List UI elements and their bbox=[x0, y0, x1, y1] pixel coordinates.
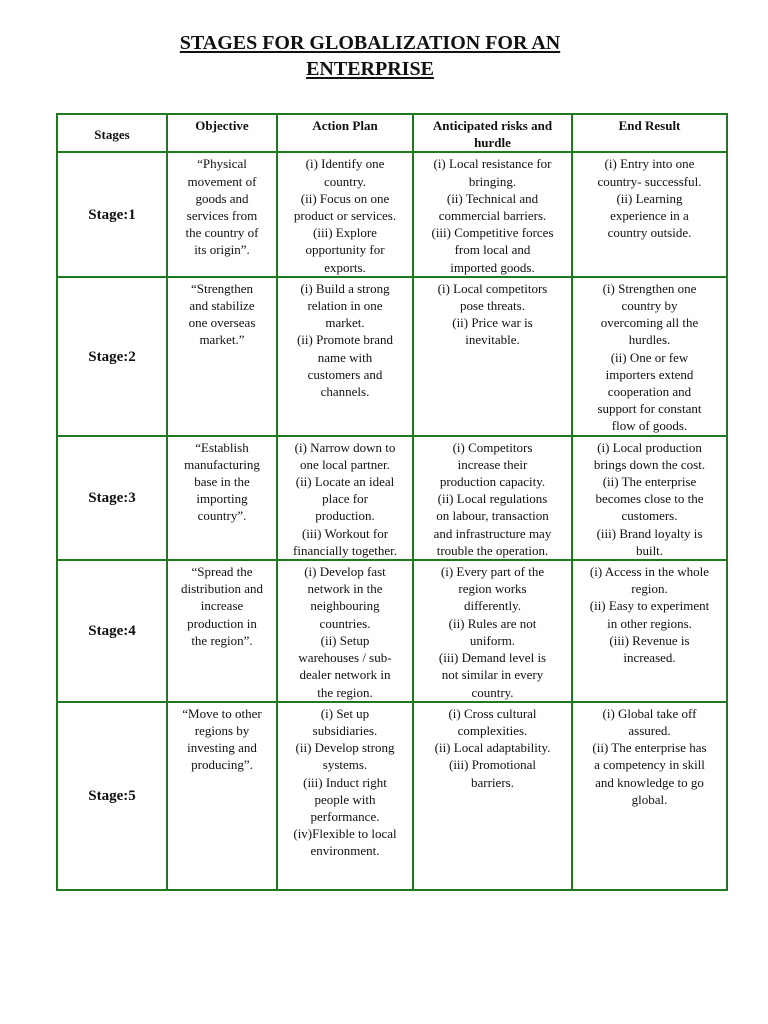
action-plan-cell bbox=[277, 702, 413, 890]
table-row bbox=[57, 560, 727, 702]
cell-text-line: (i) Local resistance for bbox=[433, 156, 552, 172]
cell-text-line: customers and bbox=[307, 366, 383, 382]
cell-text-line: flow of goods. bbox=[611, 418, 688, 434]
cell-text-line: (i) Global take off bbox=[602, 705, 697, 721]
cell-text-line: (i) Entry into one bbox=[604, 156, 695, 172]
cell-text-line: inevitable. bbox=[465, 332, 520, 348]
cell-text-line: producing”. bbox=[191, 757, 253, 773]
cell-text-line: from local and bbox=[454, 242, 531, 258]
cell-text-line: bringing. bbox=[468, 173, 517, 189]
cell-text-line: channels. bbox=[320, 384, 370, 400]
risks-cell bbox=[413, 702, 572, 890]
header-end-result: End Result bbox=[572, 114, 727, 152]
cell-text-line: dealer network in bbox=[299, 667, 391, 683]
cell-text-line: (i) Every part of the bbox=[440, 564, 545, 580]
cell-text-line: relation in one bbox=[307, 298, 383, 314]
stage-label: Stage:2 bbox=[57, 277, 167, 436]
cell-text-line: country- successful. bbox=[597, 173, 702, 189]
cell-text-line: the region. bbox=[317, 684, 373, 700]
cell-text-line: (iii) Induct right bbox=[303, 774, 387, 790]
risks-cell bbox=[413, 277, 572, 436]
cell-text-line: (ii) Rules are not bbox=[448, 615, 537, 631]
risks-cell bbox=[413, 152, 572, 276]
cell-text-line: (ii) Easy to experiment bbox=[589, 598, 710, 614]
end-result-cell bbox=[572, 277, 727, 436]
cell-text-line: investing and bbox=[187, 740, 257, 756]
cell-text-line: (ii) Develop strong bbox=[295, 740, 395, 756]
action-plan-cell bbox=[277, 560, 413, 702]
cell-text-line: the region”. bbox=[191, 632, 253, 648]
cell-text-line: (i) Identify one bbox=[305, 156, 385, 172]
cell-text-line: (i) Competitors bbox=[452, 439, 533, 455]
objective-cell bbox=[167, 702, 277, 890]
cell-text-line: becomes close to the bbox=[595, 491, 704, 507]
cell-text-line: importers extend bbox=[605, 366, 694, 382]
cell-text-line: “Establish bbox=[195, 439, 249, 455]
cell-text-line: market. bbox=[325, 315, 365, 331]
cell-text-line: and stabilize bbox=[189, 298, 255, 314]
cell-text-line: increase bbox=[200, 598, 244, 614]
cell-text-line: (ii) Local adaptability. bbox=[434, 740, 551, 756]
cell-text-line: (i) Strengthen one bbox=[602, 280, 697, 296]
cell-text-line: increase their bbox=[457, 456, 528, 472]
cell-text-line: the country of bbox=[185, 225, 259, 241]
cell-text-line: overcoming all the bbox=[600, 315, 699, 331]
cell-text-line: and knowledge to go bbox=[595, 774, 704, 790]
header-risks: Anticipated risks and hurdle bbox=[413, 114, 572, 152]
objective-cell bbox=[167, 277, 277, 436]
cell-text-line: (iii) Promotional bbox=[448, 757, 537, 773]
cell-text-line: (i) Local production bbox=[597, 439, 702, 455]
cell-text-line: (i) Cross cultural bbox=[448, 705, 537, 721]
cell-text-line: region. bbox=[631, 581, 668, 597]
cell-text-line: network in the bbox=[307, 581, 383, 597]
header-action-plan: Action Plan bbox=[277, 114, 413, 152]
cell-text-line: product or services. bbox=[293, 208, 397, 224]
cell-text-line: imported goods. bbox=[450, 259, 535, 275]
cell-text-line: cooperation and bbox=[607, 384, 692, 400]
action-plan-cell bbox=[277, 152, 413, 276]
cell-text-line: support for constant bbox=[597, 401, 702, 417]
cell-text-line: on labour, transaction bbox=[436, 508, 549, 524]
cell-text-line: (ii) Technical and bbox=[446, 190, 539, 206]
cell-text-line: distribution and bbox=[181, 581, 263, 597]
cell-text-line: country”. bbox=[197, 508, 247, 524]
stage-label: Stage:5 bbox=[57, 702, 167, 890]
cell-text-line: global. bbox=[631, 791, 668, 807]
objective-cell bbox=[167, 560, 277, 702]
cell-text-line: countries. bbox=[319, 615, 371, 631]
cell-text-line: (ii) The enterprise bbox=[602, 474, 697, 490]
stages-table bbox=[56, 113, 728, 891]
cell-text-line: country. bbox=[471, 684, 514, 700]
cell-text-line: (iii) Explore bbox=[313, 225, 377, 241]
cell-text-line: “Strengthen bbox=[190, 280, 254, 296]
header-stages: Stages bbox=[57, 114, 167, 152]
cell-text-line: (iv)Flexible to local bbox=[293, 826, 397, 842]
cell-text-line: pose threats. bbox=[460, 298, 525, 314]
cell-text-line: (iii) Competitive forces bbox=[431, 225, 554, 241]
cell-text-line: environment. bbox=[310, 843, 380, 859]
cell-text-line: not similar in every bbox=[441, 667, 544, 683]
cell-text-line: (i) Set up bbox=[320, 705, 370, 721]
cell-text-line: performance. bbox=[310, 808, 380, 824]
cell-text-line: built. bbox=[635, 542, 664, 558]
cell-text-line: increased. bbox=[623, 650, 676, 666]
end-result-cell bbox=[572, 560, 727, 702]
cell-text-line: (iii) Brand loyalty is bbox=[596, 525, 703, 541]
cell-text-line: uniform. bbox=[469, 632, 516, 648]
cell-text-line: (iii) Workout for bbox=[301, 525, 389, 541]
cell-text-line: place for bbox=[322, 491, 368, 507]
title-line-1: STAGES FOR GLOBALIZATION FOR AN bbox=[179, 32, 561, 54]
cell-text-line: and infrastructure may bbox=[433, 525, 552, 541]
cell-text-line: (ii) Locate an ideal bbox=[295, 474, 395, 490]
cell-text-line: financially together. bbox=[293, 542, 397, 558]
end-result-cell bbox=[572, 702, 727, 890]
objective-cell bbox=[167, 152, 277, 276]
cell-text-line: “Physical bbox=[197, 156, 247, 172]
cell-text-line: (ii) Local regulations bbox=[437, 491, 548, 507]
table-row bbox=[57, 152, 727, 276]
cell-text-line: one overseas bbox=[188, 315, 256, 331]
cell-text-line: (i) Narrow down to bbox=[294, 439, 396, 455]
header-objective: Objective bbox=[167, 114, 277, 152]
cell-text-line: production. bbox=[315, 508, 375, 524]
cell-text-line: manufacturing bbox=[184, 456, 260, 472]
cell-text-line: differently. bbox=[463, 598, 522, 614]
cell-text-line: market.” bbox=[199, 332, 245, 348]
cell-text-line: country. bbox=[323, 173, 367, 189]
cell-text-line: subsidiaries. bbox=[312, 722, 378, 738]
cell-text-line: (iii) Demand level is bbox=[438, 650, 547, 666]
page-title bbox=[0, 30, 740, 82]
cell-text-line: (ii) One or few bbox=[610, 349, 689, 365]
title-line-2: ENTERPRISE bbox=[306, 58, 434, 80]
table-row bbox=[57, 702, 727, 890]
cell-text-line: goods and bbox=[195, 190, 249, 206]
cell-text-line: (ii) Setup bbox=[320, 632, 370, 648]
cell-text-line: experience in a bbox=[610, 208, 689, 224]
objective-cell bbox=[167, 436, 277, 560]
cell-text-line: complexities. bbox=[457, 722, 528, 738]
cell-text-line: services from bbox=[186, 208, 258, 224]
cell-text-line: a competency in skill bbox=[594, 757, 705, 773]
cell-text-line: “Spread the bbox=[191, 564, 253, 580]
end-result-cell bbox=[572, 436, 727, 560]
cell-text-line: commercial barriers. bbox=[438, 208, 547, 224]
end-result-cell bbox=[572, 152, 727, 276]
cell-text-line: name with bbox=[317, 349, 373, 365]
cell-text-line: “Move to other bbox=[182, 705, 262, 721]
table-header-row bbox=[57, 114, 727, 152]
cell-text-line: exports. bbox=[324, 259, 366, 275]
cell-text-line: (i) Local competitors bbox=[437, 280, 548, 296]
cell-text-line: (ii) Focus on one bbox=[300, 190, 390, 206]
cell-text-line: (i) Develop fast bbox=[304, 564, 386, 580]
cell-text-line: neighbouring bbox=[310, 598, 380, 614]
cell-text-line: (ii) Learning bbox=[616, 190, 683, 206]
table-row bbox=[57, 436, 727, 560]
cell-text-line: importing bbox=[196, 491, 248, 507]
cell-text-line: (ii) Price war is bbox=[452, 315, 533, 331]
cell-text-line: regions by bbox=[194, 722, 250, 738]
cell-text-line: opportunity for bbox=[305, 242, 385, 258]
cell-text-line: (ii) The enterprise has bbox=[592, 740, 707, 756]
cell-text-line: warehouses / sub- bbox=[298, 650, 392, 666]
cell-text-line: its origin”. bbox=[194, 242, 250, 258]
cell-text-line: in other regions. bbox=[607, 615, 692, 631]
cell-text-line: country by bbox=[621, 298, 678, 314]
cell-text-line: systems. bbox=[322, 757, 368, 773]
cell-text-line: (i) Build a strong bbox=[300, 280, 390, 296]
cell-text-line: (iii) Revenue is bbox=[609, 632, 690, 648]
cell-text-line: movement of bbox=[187, 173, 257, 189]
action-plan-cell bbox=[277, 277, 413, 436]
table-row bbox=[57, 277, 727, 436]
stage-label: Stage:4 bbox=[57, 560, 167, 702]
risks-cell bbox=[413, 560, 572, 702]
cell-text-line: production capacity. bbox=[439, 474, 546, 490]
cell-text-line: (ii) Promote brand bbox=[296, 332, 394, 348]
stage-label: Stage:1 bbox=[57, 152, 167, 276]
cell-text-line: (i) Access in the whole bbox=[589, 564, 710, 580]
cell-text-line: hurdles. bbox=[628, 332, 671, 348]
cell-text-line: customers. bbox=[621, 508, 678, 524]
cell-text-line: production in bbox=[187, 615, 257, 631]
cell-text-line: country outside. bbox=[607, 225, 692, 241]
cell-text-line: barriers. bbox=[471, 774, 514, 790]
cell-text-line: assured. bbox=[628, 722, 671, 738]
cell-text-line: one local partner. bbox=[300, 456, 390, 472]
cell-text-line: region works bbox=[458, 581, 527, 597]
cell-text-line: brings down the cost. bbox=[593, 456, 706, 472]
risks-cell bbox=[413, 436, 572, 560]
cell-text-line: people with bbox=[314, 791, 376, 807]
action-plan-cell bbox=[277, 436, 413, 560]
cell-text-line: base in the bbox=[194, 474, 250, 490]
cell-text-line: trouble the operation. bbox=[436, 542, 549, 558]
stage-label: Stage:3 bbox=[57, 436, 167, 560]
